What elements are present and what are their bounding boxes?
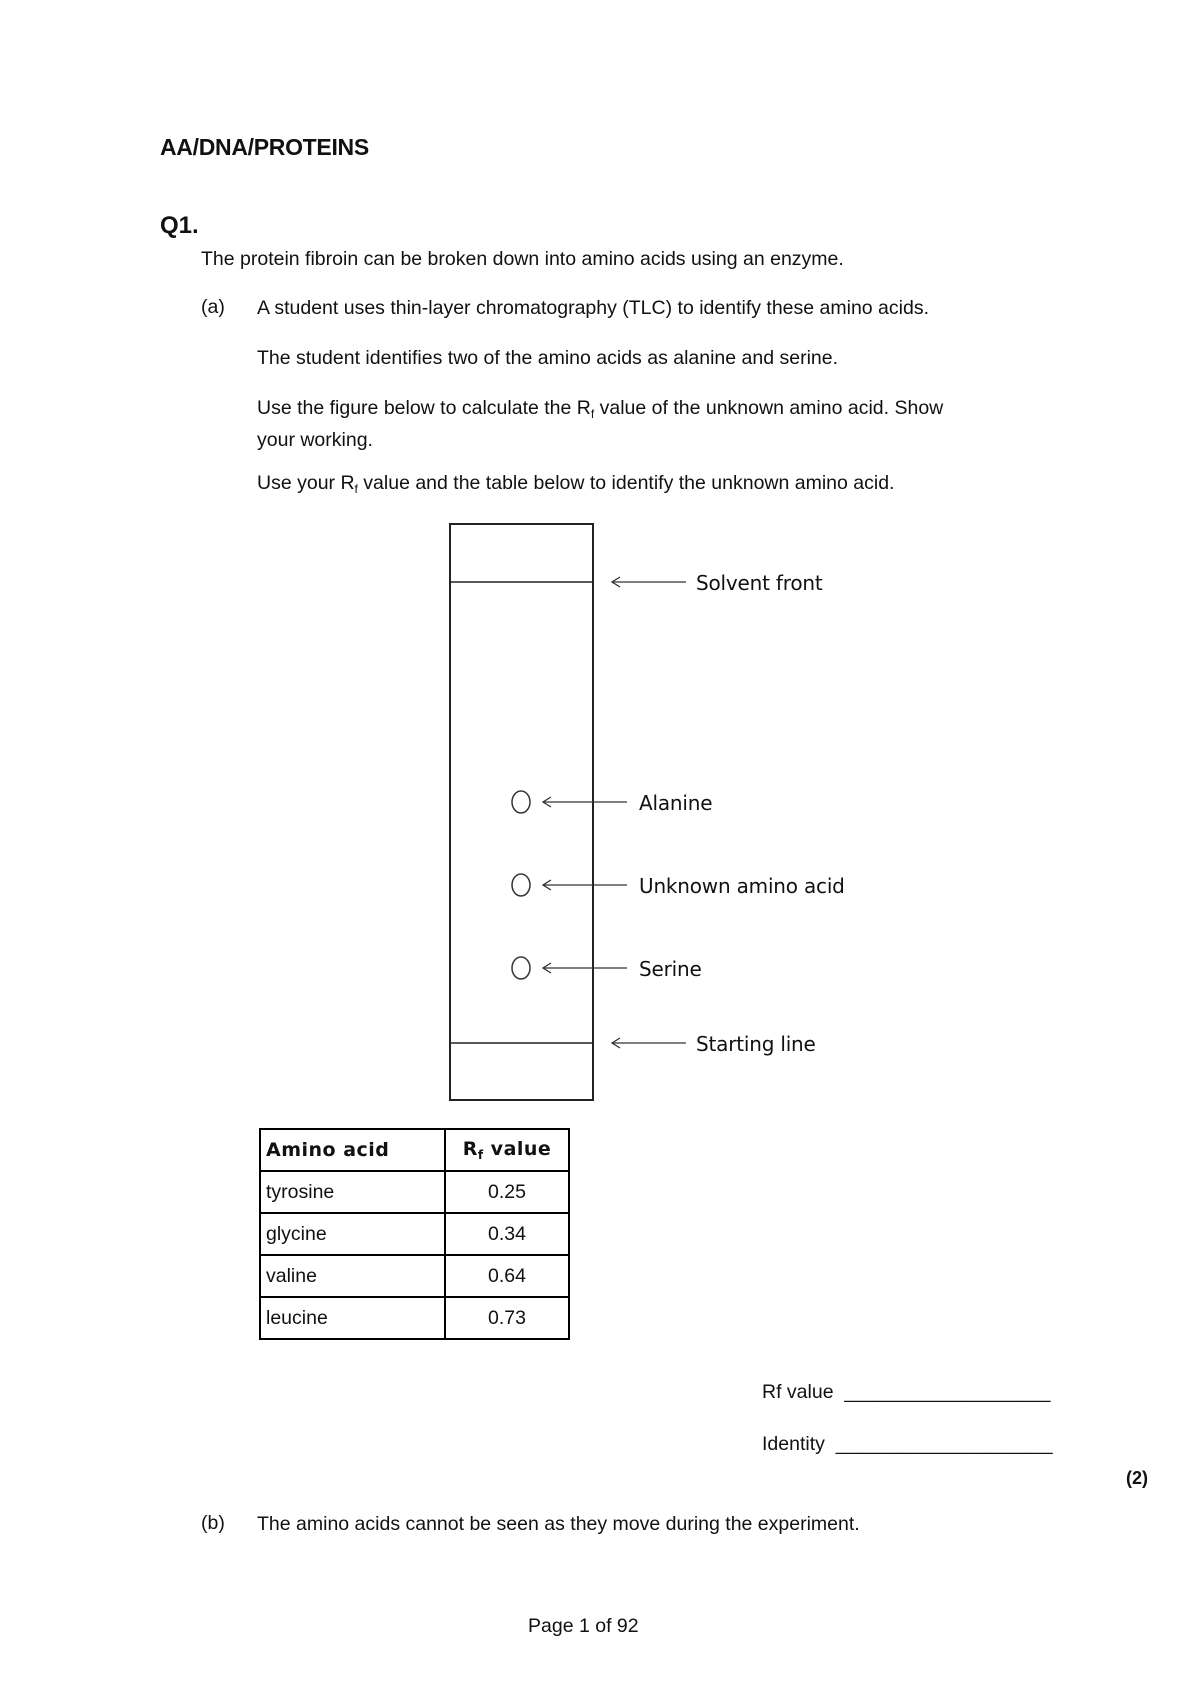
part-a-line4-post: value and the table below to identify the unknown amino acid.: [357, 472, 895, 494]
question-intro: The protein fibroin can be broken down into amino acids using an enzyme.: [201, 248, 844, 270]
rf-header-sub: f: [477, 1148, 484, 1162]
rf-value-blank[interactable]: ___________________: [844, 1381, 1051, 1403]
table-row: [260, 1171, 569, 1213]
rf-answer-line: [762, 1381, 1050, 1404]
page-number: Page 1 of 92: [528, 1615, 639, 1637]
rf-header-pre: R: [462, 1138, 478, 1160]
part-b-label: (b): [201, 1512, 225, 1534]
part-a-line3-cont: your working.: [257, 429, 373, 451]
table-row: [260, 1213, 569, 1255]
question-number: Q1.: [160, 212, 199, 239]
rf-value-cell: 0.25: [445, 1171, 569, 1213]
table-row: [260, 1297, 569, 1339]
alanine-spot: [512, 791, 530, 813]
unknown-spot: [512, 874, 530, 896]
table-header-row: [260, 1129, 569, 1171]
rf-subscript: f: [590, 407, 595, 421]
label-serine: Serine: [639, 957, 702, 981]
label-starting-line: Starting line: [696, 1032, 816, 1056]
table-header-rf-value: [445, 1129, 569, 1171]
amino-acid-cell: tyrosine: [260, 1171, 445, 1213]
rf-value-cell: 0.34: [445, 1213, 569, 1255]
rf-value-cell: 0.64: [445, 1255, 569, 1297]
amino-acid-cell: glycine: [260, 1213, 445, 1255]
part-a-label: (a): [201, 296, 225, 318]
rf-value-cell: 0.73: [445, 1297, 569, 1339]
table-header-amino-acid: Amino acid: [260, 1129, 445, 1171]
label-alanine: Alanine: [639, 791, 713, 815]
rf-header-post: value: [483, 1138, 552, 1160]
amino-acid-cell: valine: [260, 1255, 445, 1297]
label-unknown-amino-acid: Unknown amino acid: [639, 874, 845, 898]
serine-spot: [512, 957, 530, 979]
part-a-line2: The student identifies two of the amino acids as alanine and serine.: [257, 347, 839, 369]
page-heading: AA/DNA/PROTEINS: [160, 134, 369, 160]
rf-table: [259, 1128, 570, 1340]
table-row: [260, 1255, 569, 1297]
tlc-plate: [450, 524, 593, 1100]
label-solvent-front: Solvent front: [696, 571, 823, 595]
part-a-line3-post: value of the unknown amino acid. Show: [594, 397, 944, 419]
marks-indicator: (2): [1126, 1468, 1148, 1488]
part-b-text: The amino acids cannot be seen as they move during the experiment.: [257, 1513, 860, 1535]
part-a-line3-pre: Use the figure below to calculate the R: [257, 397, 591, 419]
identity-blank[interactable]: ____________________: [835, 1433, 1053, 1455]
part-a-line4-pre: Use your R: [257, 472, 355, 494]
identity-label: Identity: [762, 1433, 825, 1455]
amino-acid-cell: leucine: [260, 1297, 445, 1339]
rf-subscript: f: [354, 482, 358, 496]
identity-answer-line: [762, 1433, 1053, 1456]
part-a-line1: A student uses thin-layer chromatography (TLC) to identify these amino acids.: [257, 297, 929, 319]
rf-value-label: Rf value: [762, 1381, 834, 1403]
